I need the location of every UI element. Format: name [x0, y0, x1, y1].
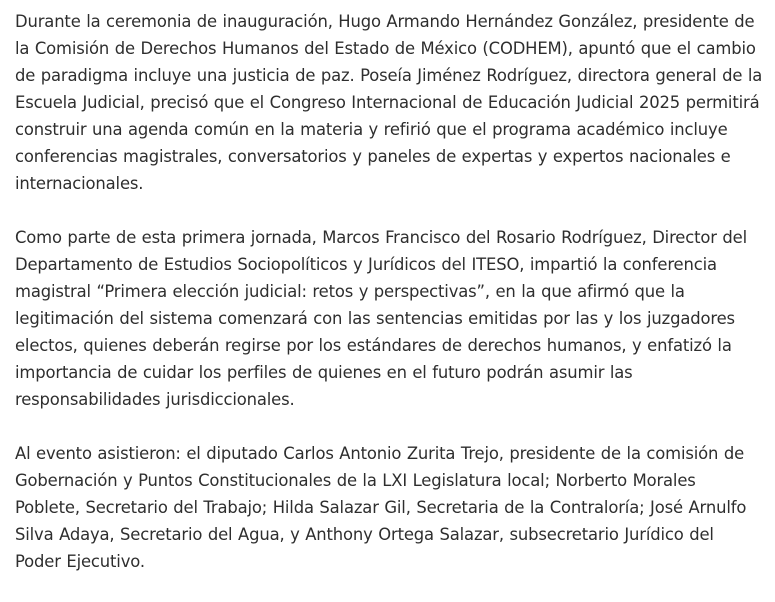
article-body — [15, 8, 763, 602]
paragraph-keynote-conference: Como parte de esta primera jornada, Marcos Francisco del Rosario Rodríguez, Director del Departamento de Estudios Sociopolíticos y Jurídicos del ITESO, impartió la conferencia magistral “Primera elección judicial: retos y perspectivas”, en la que afirmó que la legitimación del sistema comenzará con las sentencias emitidas por las y los juzgadores electos, quienes deberán regirse por los estándares de derechos humanos, y enfatizó la importancia de cuidar los perfiles de quienes en el futuro podrán asumir las responsabilidades jurisdiccionales. — [15, 228, 747, 409]
paragraph-attendees: Al evento asistieron: el diputado Carlos Antonio Zurita Trejo, presidente de la comisión de Gobernación y Puntos Constitucionales de la LXI Legislatura local; Norberto Morales Poblete, Secretario del Trabajo; Hilda Salazar Gil, Secretaria de la Contraloría; José Arnulfo Silva Adaya, Secretario del Agua, y Anthony Ortega Salazar, subsecretario Jurídico del Poder Ejecutivo. — [15, 444, 747, 571]
paragraph-inauguration: Durante la ceremonia de inauguración, Hugo Armando Hernández González, presidente de la Comisión de Derechos Humanos del Estado de México (CODHEM), apuntó que el cambio de paradigma incluye una justicia de paz. Poseía Jiménez Rodríguez, directora general de la Escuela Judicial, precisó que el Congreso Internacional de Educación Judicial 2025 permitirá construir una agenda común en la materia y refirió que el programa académico incluye conferencias magistrales, conversatorios y paneles de expertas y expertos nacionales e internacionales. — [15, 12, 763, 193]
